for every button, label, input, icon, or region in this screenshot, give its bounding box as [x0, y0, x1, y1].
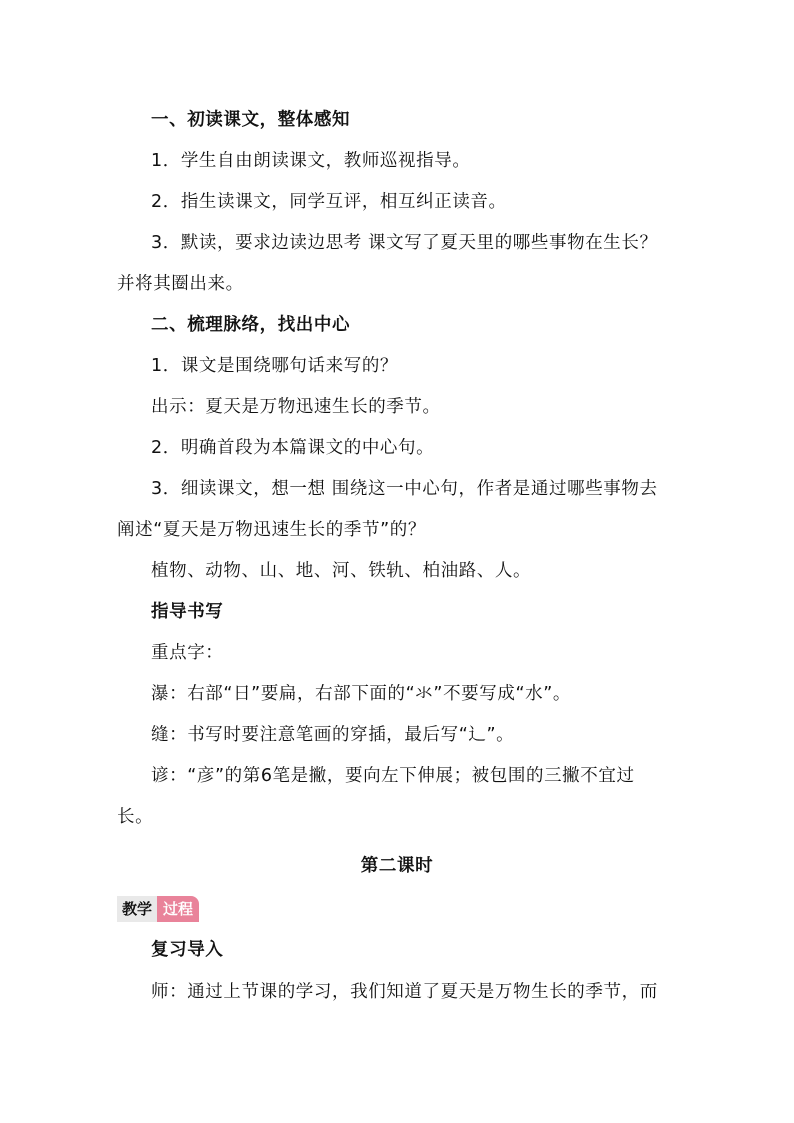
section-2-display-sentence: 出示：夏天是万物迅速生长的季节。: [151, 397, 441, 417]
section-1-item-3-continued: 并将其圈出来。: [117, 274, 244, 294]
writing-guide-heading: 指导书写: [151, 602, 224, 622]
key-character-3-continued: 长。: [117, 807, 154, 827]
section-2-item-3: 3．细读课文，想一想 围绕这一中心句，作者是通过哪些事物去: [151, 479, 658, 499]
second-period-title: 第二课时: [360, 856, 434, 876]
key-character-2: 缝：书写时要注意笔画的穿插，最后写“辶”。: [151, 725, 515, 745]
section-2-item-2: 2．明确首段为本篇课文的中心句。: [151, 438, 435, 458]
key-character-1: 瀑：右部“日”要扁，右部下面的“氺”不要写成“水”。: [151, 684, 571, 704]
section-2-answer: 植物、动物、山、地、河、铁轨、柏油路、人。: [151, 561, 532, 581]
section-2-item-3-continued: 阐述“夏天是万物迅速生长的季节”的？: [117, 520, 426, 540]
badge-label-teaching: 教学: [117, 896, 157, 922]
review-paragraph: 师：通过上节课的学习，我们知道了夏天是万物生长的季节，而: [151, 982, 658, 1002]
teaching-process-badge: [117, 896, 199, 922]
badge-label-process: 过程: [157, 896, 199, 922]
review-heading: 复习导入: [151, 940, 224, 960]
key-characters-label: 重点字：: [151, 643, 224, 663]
section-1-item-2: 2．指生读课文，同学互评，相互纠正读音。: [151, 192, 507, 212]
section-2-heading: 二、梳理脉络，找出中心: [151, 315, 351, 335]
key-character-3: 谚：“彦”的第6笔是撇，要向左下伸展；被包围的三撇不宜过: [151, 766, 635, 786]
section-2-item-1: 1．课文是围绕哪句话来写的？: [151, 356, 399, 376]
section-1-heading: 一、初读课文，整体感知: [151, 110, 351, 130]
section-1-item-3: 3．默读，要求边读边思考 课文写了夏天里的哪些事物在生长？: [151, 233, 658, 253]
section-1-item-1: 1．学生自由朗读课文，教师巡视指导。: [151, 151, 471, 171]
